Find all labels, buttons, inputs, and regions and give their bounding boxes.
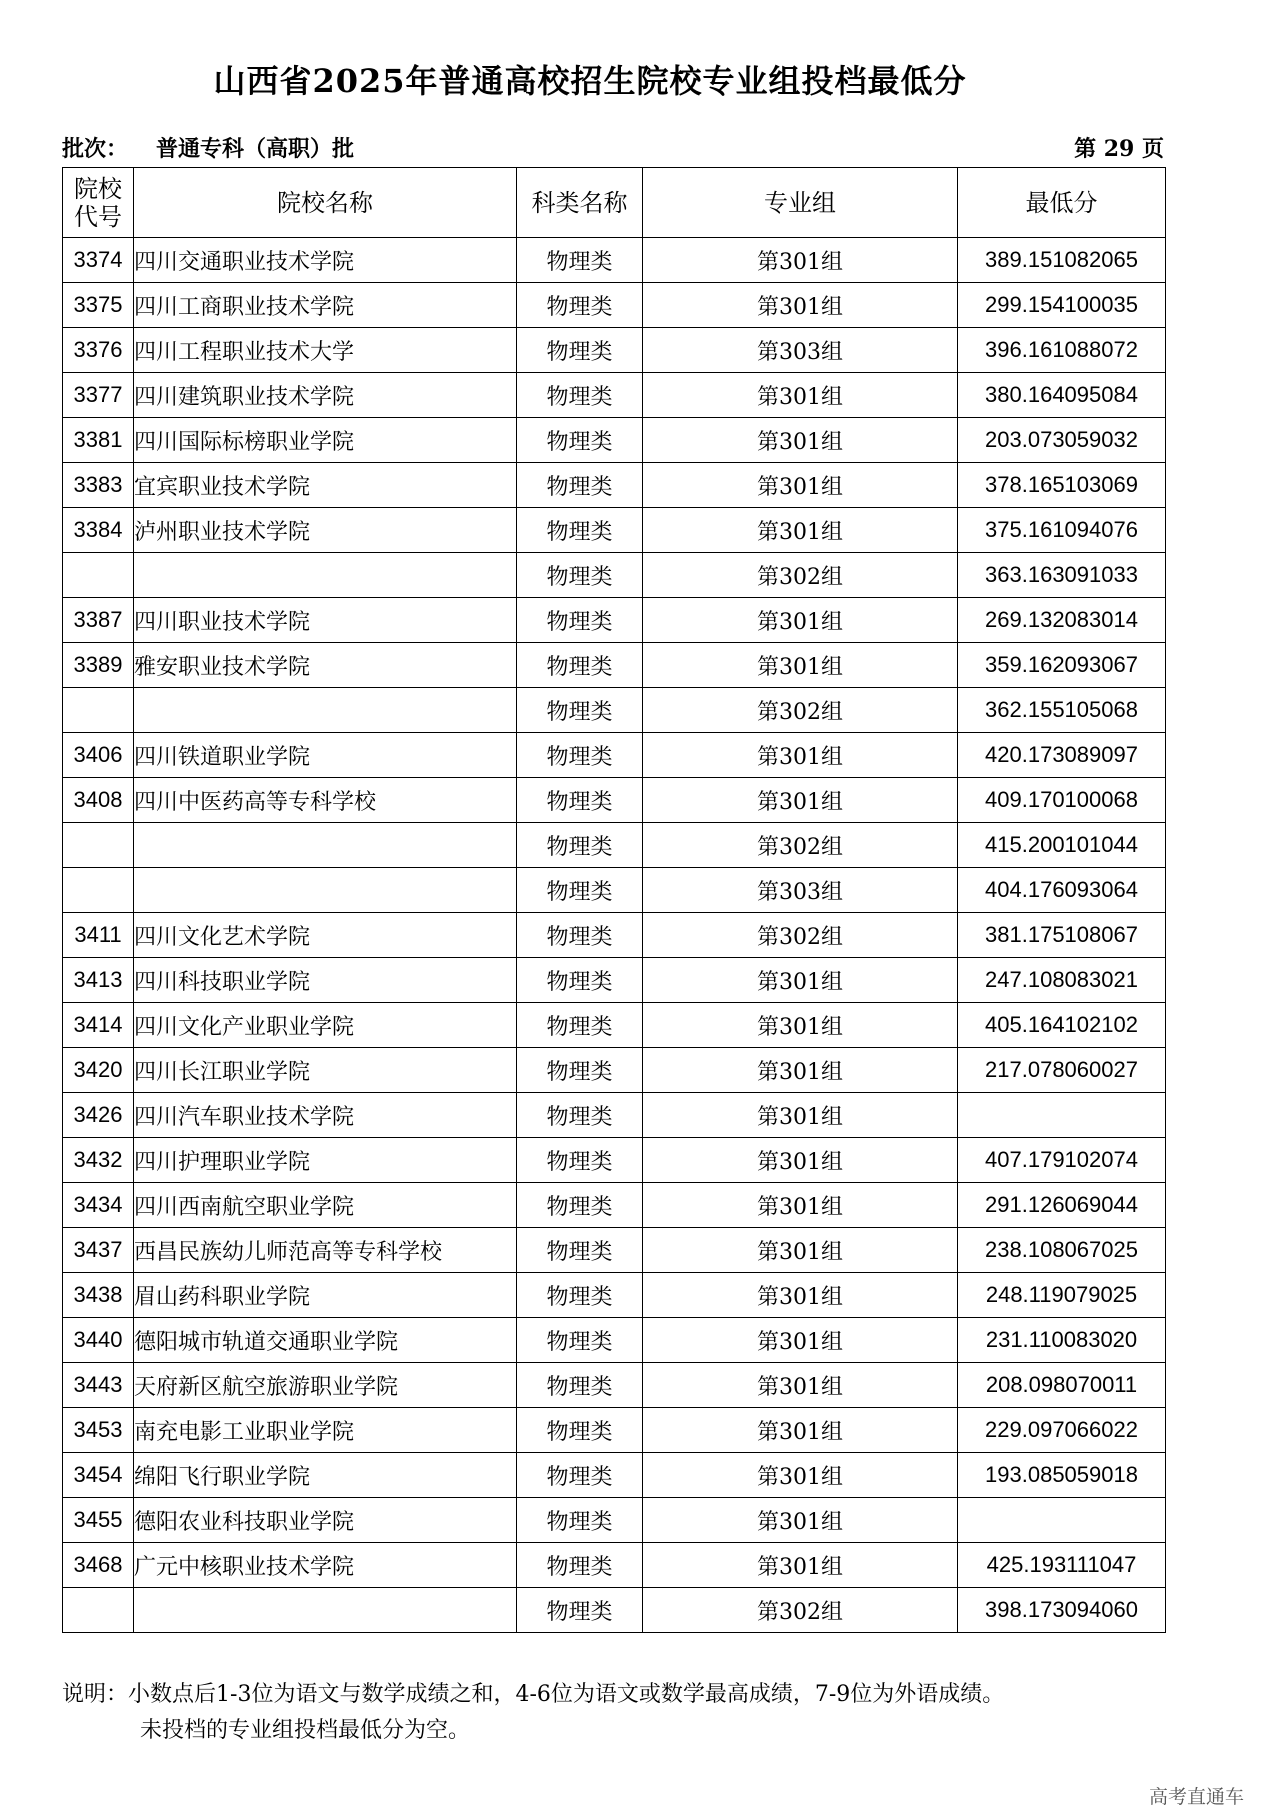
cell-subject: 物理类 xyxy=(517,913,643,958)
cell-code: 3454 xyxy=(63,1453,134,1498)
cell-subject: 物理类 xyxy=(517,1408,643,1453)
cell-school-name: 广元中核职业技术学院 xyxy=(134,1543,517,1588)
cell-code: 3389 xyxy=(63,643,134,688)
cell-subject: 物理类 xyxy=(517,1228,643,1273)
cell-subject: 物理类 xyxy=(517,1453,643,1498)
cell-subject: 物理类 xyxy=(517,958,643,1003)
cell-school-name: 德阳农业科技职业学院 xyxy=(134,1498,517,1543)
cell-min-score: 362.155105068 xyxy=(958,688,1166,733)
cell-subject: 物理类 xyxy=(517,643,643,688)
table-row xyxy=(63,1093,1166,1138)
cell-code: 3375 xyxy=(63,283,134,328)
cell-group: 第301组 xyxy=(643,1003,958,1048)
cell-subject: 物理类 xyxy=(517,598,643,643)
cell-group: 第301组 xyxy=(643,508,958,553)
header-score: 最低分 xyxy=(958,168,1166,238)
cell-school-name: 四川科技职业学院 xyxy=(134,958,517,1003)
cell-group: 第303组 xyxy=(643,328,958,373)
cell-min-score: 381.175108067 xyxy=(958,913,1166,958)
cell-min-score: 217.078060027 xyxy=(958,1048,1166,1093)
cell-subject: 物理类 xyxy=(517,778,643,823)
cell-code: 3374 xyxy=(63,238,134,283)
cell-code: 3376 xyxy=(63,328,134,373)
cell-min-score: 389.151082065 xyxy=(958,238,1166,283)
cell-code: 3453 xyxy=(63,1408,134,1453)
cell-school-name: 泸州职业技术学院 xyxy=(134,508,517,553)
cell-min-score: 375.161094076 xyxy=(958,508,1166,553)
cell-group: 第301组 xyxy=(643,238,958,283)
table-row xyxy=(63,778,1166,823)
table-row xyxy=(63,328,1166,373)
table-row xyxy=(63,508,1166,553)
cell-min-score: 359.162093067 xyxy=(958,643,1166,688)
cell-subject: 物理类 xyxy=(517,508,643,553)
table-row xyxy=(63,373,1166,418)
notes-line-1 xyxy=(62,1677,1212,1713)
table-row xyxy=(63,553,1166,598)
header-group: 专业组 xyxy=(643,168,958,238)
cell-subject: 物理类 xyxy=(517,283,643,328)
table-row xyxy=(63,643,1166,688)
table-row xyxy=(63,1003,1166,1048)
table-row xyxy=(63,1183,1166,1228)
cell-school-name xyxy=(134,1588,517,1633)
cell-subject: 物理类 xyxy=(517,1318,643,1363)
cell-code: 3383 xyxy=(63,463,134,508)
cell-min-score: 407.179102074 xyxy=(958,1138,1166,1183)
cell-code xyxy=(63,553,134,598)
cell-school-name: 四川职业技术学院 xyxy=(134,598,517,643)
cell-code: 3426 xyxy=(63,1093,134,1138)
cell-group: 第301组 xyxy=(643,283,958,328)
cell-code: 3377 xyxy=(63,373,134,418)
header-code-line2: 代号 xyxy=(74,202,122,231)
cell-group: 第301组 xyxy=(643,1093,958,1138)
cell-subject: 物理类 xyxy=(517,868,643,913)
batch-info xyxy=(62,132,354,163)
cell-min-score: 380.164095084 xyxy=(958,373,1166,418)
cell-code: 3432 xyxy=(63,1138,134,1183)
cell-min-score: 269.132083014 xyxy=(958,598,1166,643)
cell-school-name: 四川国际标榜职业学院 xyxy=(134,418,517,463)
batch-value: 普通专科（高职）批 xyxy=(156,136,355,162)
cell-code: 3387 xyxy=(63,598,134,643)
cell-min-score: 415.200101044 xyxy=(958,823,1166,868)
table-row xyxy=(63,1138,1166,1183)
cell-school-name: 南充电影工业职业学院 xyxy=(134,1408,517,1453)
cell-school-name xyxy=(134,688,517,733)
cell-min-score: 193.085059018 xyxy=(958,1453,1166,1498)
cell-code: 3406 xyxy=(63,733,134,778)
table-header-row xyxy=(63,168,1166,238)
cell-school-name: 天府新区航空旅游职业学院 xyxy=(134,1363,517,1408)
cell-min-score: 425.193111047 xyxy=(958,1543,1166,1588)
table-row xyxy=(63,733,1166,778)
cell-subject: 物理类 xyxy=(517,418,643,463)
cell-code: 3414 xyxy=(63,1003,134,1048)
cell-code xyxy=(63,823,134,868)
table-row xyxy=(63,1228,1166,1273)
score-table xyxy=(62,167,1166,1633)
cell-group: 第301组 xyxy=(643,1498,958,1543)
cell-min-score: 291.126069044 xyxy=(958,1183,1166,1228)
table-row xyxy=(63,418,1166,463)
notes-label: 说明： xyxy=(62,1682,129,1707)
cell-group: 第302组 xyxy=(643,553,958,598)
cell-group: 第301组 xyxy=(643,418,958,463)
table-row xyxy=(63,1498,1166,1543)
cell-min-score xyxy=(958,1498,1166,1543)
cell-group: 第301组 xyxy=(643,1408,958,1453)
cell-group: 第301组 xyxy=(643,1453,958,1498)
cell-code xyxy=(63,868,134,913)
cell-school-name: 西昌民族幼儿师范高等专科学校 xyxy=(134,1228,517,1273)
cell-subject: 物理类 xyxy=(517,1048,643,1093)
cell-school-name: 宜宾职业技术学院 xyxy=(134,463,517,508)
cell-code: 3440 xyxy=(63,1318,134,1363)
cell-min-score: 203.073059032 xyxy=(958,418,1166,463)
cell-subject: 物理类 xyxy=(517,553,643,598)
cell-school-name: 四川汽车职业技术学院 xyxy=(134,1093,517,1138)
table-row xyxy=(63,238,1166,283)
table-row xyxy=(63,463,1166,508)
cell-group: 第301组 xyxy=(643,1228,958,1273)
cell-min-score: 398.173094060 xyxy=(958,1588,1166,1633)
cell-min-score: 405.164102102 xyxy=(958,1003,1166,1048)
cell-school-name xyxy=(134,868,517,913)
table-row xyxy=(63,1048,1166,1093)
header-code xyxy=(63,168,134,238)
cell-group: 第301组 xyxy=(643,1183,958,1228)
table-row xyxy=(63,868,1166,913)
table-row xyxy=(63,913,1166,958)
cell-min-score: 248.119079025 xyxy=(958,1273,1166,1318)
cell-school-name: 雅安职业技术学院 xyxy=(134,643,517,688)
cell-group: 第301组 xyxy=(643,1318,958,1363)
cell-min-score: 231.110083020 xyxy=(958,1318,1166,1363)
cell-code: 3468 xyxy=(63,1543,134,1588)
cell-subject: 物理类 xyxy=(517,463,643,508)
notes xyxy=(62,1677,1212,1749)
cell-school-name: 四川护理职业学院 xyxy=(134,1138,517,1183)
cell-group: 第301组 xyxy=(643,1048,958,1093)
cell-min-score: 363.163091033 xyxy=(958,553,1166,598)
page-title: 山西省2025年普通高校招生院校专业组投档最低分 xyxy=(213,62,967,100)
table-row xyxy=(63,688,1166,733)
cell-min-score: 208.098070011 xyxy=(958,1363,1166,1408)
cell-subject: 物理类 xyxy=(517,1093,643,1138)
cell-group: 第301组 xyxy=(643,373,958,418)
table-row xyxy=(63,598,1166,643)
table-row xyxy=(63,1363,1166,1408)
cell-group: 第302组 xyxy=(643,823,958,868)
cell-code: 3408 xyxy=(63,778,134,823)
cell-subject: 物理类 xyxy=(517,823,643,868)
cell-code: 3438 xyxy=(63,1273,134,1318)
page-number: 第 29 页 xyxy=(1074,136,1164,162)
cell-group: 第301组 xyxy=(643,1543,958,1588)
cell-school-name: 四川铁道职业学院 xyxy=(134,733,517,778)
cell-code: 3411 xyxy=(63,913,134,958)
cell-subject: 物理类 xyxy=(517,1543,643,1588)
cell-subject: 物理类 xyxy=(517,373,643,418)
table-body xyxy=(63,238,1166,1633)
cell-group: 第301组 xyxy=(643,1363,958,1408)
cell-school-name: 绵阳飞行职业学院 xyxy=(134,1453,517,1498)
cell-min-score: 299.154100035 xyxy=(958,283,1166,328)
cell-min-score: 404.176093064 xyxy=(958,868,1166,913)
cell-code xyxy=(63,688,134,733)
cell-subject: 物理类 xyxy=(517,688,643,733)
cell-subject: 物理类 xyxy=(517,1498,643,1543)
cell-code: 3413 xyxy=(63,958,134,1003)
cell-code: 3420 xyxy=(63,1048,134,1093)
batch-label: 批次： xyxy=(62,136,129,162)
cell-school-name: 四川文化艺术学院 xyxy=(134,913,517,958)
meta-bar xyxy=(62,132,1164,166)
cell-group: 第301组 xyxy=(643,598,958,643)
cell-code: 3455 xyxy=(63,1498,134,1543)
cell-min-score: 396.161088072 xyxy=(958,328,1166,373)
cell-subject: 物理类 xyxy=(517,238,643,283)
table-row xyxy=(63,958,1166,1003)
cell-school-name: 四川文化产业职业学院 xyxy=(134,1003,517,1048)
cell-min-score: 247.108083021 xyxy=(958,958,1166,1003)
cell-group: 第302组 xyxy=(643,913,958,958)
cell-group: 第301组 xyxy=(643,1138,958,1183)
header-name: 院校名称 xyxy=(134,168,517,238)
cell-subject: 物理类 xyxy=(517,328,643,373)
cell-school-name: 四川工商职业技术学院 xyxy=(134,283,517,328)
header-code-line1: 院校 xyxy=(74,174,122,203)
table-row xyxy=(63,1543,1166,1588)
cell-school-name: 四川长江职业学院 xyxy=(134,1048,517,1093)
cell-school-name: 四川建筑职业技术学院 xyxy=(134,373,517,418)
cell-subject: 物理类 xyxy=(517,1588,643,1633)
cell-school-name: 四川工程职业技术大学 xyxy=(134,328,517,373)
table-row xyxy=(63,1408,1166,1453)
cell-min-score: 420.173089097 xyxy=(958,733,1166,778)
cell-group: 第301组 xyxy=(643,778,958,823)
cell-group: 第301组 xyxy=(643,643,958,688)
cell-code: 3381 xyxy=(63,418,134,463)
cell-subject: 物理类 xyxy=(517,1183,643,1228)
cell-subject: 物理类 xyxy=(517,1273,643,1318)
cell-group: 第302组 xyxy=(643,1588,958,1633)
cell-min-score: 229.097066022 xyxy=(958,1408,1166,1453)
cell-min-score: 238.108067025 xyxy=(958,1228,1166,1273)
cell-subject: 物理类 xyxy=(517,733,643,778)
cell-school-name: 德阳城市轨道交通职业学院 xyxy=(134,1318,517,1363)
cell-code xyxy=(63,1588,134,1633)
cell-school-name xyxy=(134,553,517,598)
table-row xyxy=(63,283,1166,328)
cell-group: 第301组 xyxy=(643,1273,958,1318)
cell-min-score: 378.165103069 xyxy=(958,463,1166,508)
cell-school-name xyxy=(134,823,517,868)
cell-subject: 物理类 xyxy=(517,1138,643,1183)
cell-code: 3443 xyxy=(63,1363,134,1408)
watermark: 高考直通车 xyxy=(1148,1786,1244,1808)
notes-text-1: 小数点后1-3位为语文与数学成绩之和，4-6位为语文或数学最高成绩，7-9位为外语成绩。 xyxy=(128,1682,1005,1707)
cell-group: 第301组 xyxy=(643,463,958,508)
cell-school-name: 四川交通职业技术学院 xyxy=(134,238,517,283)
cell-min-score: 409.170100068 xyxy=(958,778,1166,823)
cell-school-name: 四川中医药高等专科学校 xyxy=(134,778,517,823)
cell-subject: 物理类 xyxy=(517,1003,643,1048)
cell-code: 3384 xyxy=(63,508,134,553)
cell-subject: 物理类 xyxy=(517,1363,643,1408)
cell-code: 3434 xyxy=(63,1183,134,1228)
cell-school-name: 四川西南航空职业学院 xyxy=(134,1183,517,1228)
cell-min-score xyxy=(958,1093,1166,1138)
table-row xyxy=(63,1318,1166,1363)
cell-code: 3437 xyxy=(63,1228,134,1273)
cell-school-name: 眉山药科职业学院 xyxy=(134,1273,517,1318)
table-row xyxy=(63,1273,1166,1318)
cell-group: 第303组 xyxy=(643,868,958,913)
cell-group: 第301组 xyxy=(643,958,958,1003)
notes-line-2: 未投档的专业组投档最低分为空。 xyxy=(140,1718,471,1743)
cell-group: 第302组 xyxy=(643,688,958,733)
table-row xyxy=(63,823,1166,868)
cell-group: 第301组 xyxy=(643,733,958,778)
table-row xyxy=(63,1588,1166,1633)
table-row xyxy=(63,1453,1166,1498)
header-subject: 科类名称 xyxy=(517,168,643,238)
